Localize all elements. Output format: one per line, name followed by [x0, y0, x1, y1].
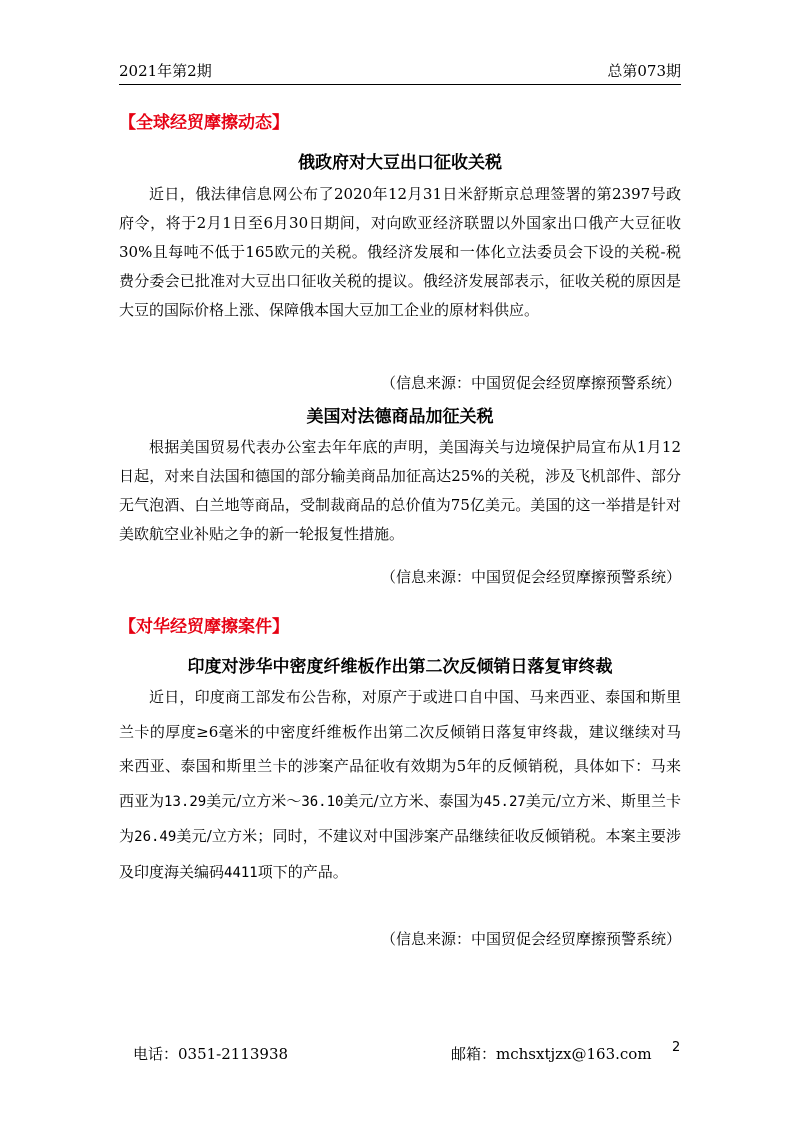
article-source-soybean: （信息来源：中国贸促会经贸摩擦预警系统） [380, 374, 681, 392]
page-header [119, 60, 681, 86]
article-title-soybean: 俄政府对大豆出口征收关税 [298, 153, 502, 173]
section-heading-global: 【全球经贸摩擦动态】 [119, 113, 289, 133]
body-text: 美元/立方米～ [206, 791, 302, 810]
footer-email: 邮箱：mchsxtjzx@163.com [451, 1045, 652, 1063]
footer-phone: 电话：0351-2113938 [133, 1045, 289, 1063]
article-source-india-mdf: （信息来源：中国贸促会经贸摩擦预警系统） [380, 930, 681, 948]
body-text: 近日，印度商工部发布公告称，对原产于或进口自中国、马来西亚、泰国和斯里兰卡的厚度≥6毫米的中密度纤维板作出第二次反倾销日落复审终裁，建议继续对马来西亚、泰国和斯里兰卡的涉案产品征收有效期为5年的反倾销税，具体如下：马来西亚为 [119, 688, 681, 810]
body-text: 美元/立方米、泰国为 [343, 791, 484, 810]
article-body-india-mdf [119, 680, 681, 890]
price-sri-lanka: 26.49 [134, 829, 177, 845]
section-heading-china-cases: 【对华经贸摩擦案件】 [119, 617, 289, 637]
total-issue-label: 总第073期 [607, 62, 681, 80]
body-text: 美元/立方米、斯里兰卡为 [119, 791, 681, 845]
issue-label: 2021年第2期 [119, 62, 212, 80]
article-title-us-tariff: 美国对法德商品加征关税 [306, 407, 494, 427]
hs-code: 4411 [224, 864, 258, 881]
article-title-india-mdf: 印度对涉华中密度纤维板作出第二次反倾销日落复审终裁 [187, 657, 613, 677]
price-thailand: 45.27 [483, 793, 526, 810]
price-malaysia-min: 13.29 [164, 793, 207, 810]
price-malaysia-max: 36.10 [301, 793, 344, 810]
article-body-soybean: 近日，俄法律信息网公布了2020年12月31日米舒斯京总理签署的第2397号政府令，将于2月1日至6月30日期间，对向欧亚经济联盟以外国家出口俄产大豆征收30%且每吨不低于165欧元的关税。俄经济发展和一体化立法委员会下设的关税-税费分委会已批准对大豆出口征收关税的提议。俄经济发展部表示，征收关税的原因是大豆的国际价格上涨、保障俄本国大豆加工企业的原材料供应。 [119, 185, 681, 319]
article-source-us-tariff: （信息来源：中国贸促会经贸摩擦预警系统） [380, 568, 681, 586]
body-text: 美元/立方米；同时，不建议对中国涉案产品继续征收反倾销税。本案主要涉及印度海关编码 [119, 827, 681, 881]
article-body-us-tariff: 根据美国贸易代表办公室去年年底的声明，美国海关与边境保护局宣布从1月12日起，对来自法国和德国的部分输美商品加征高达25%的关税，涉及飞机部件、部分无气泡酒、白兰地等商品，受制裁商品的总价值为75亿美元。美国的这一举措是针对美欧航空业补贴之争的新一轮报复性措施。 [119, 438, 681, 543]
body-text: 项下的产品。 [257, 862, 348, 881]
header-divider [119, 84, 681, 85]
page-number: 2 [672, 1040, 681, 1055]
